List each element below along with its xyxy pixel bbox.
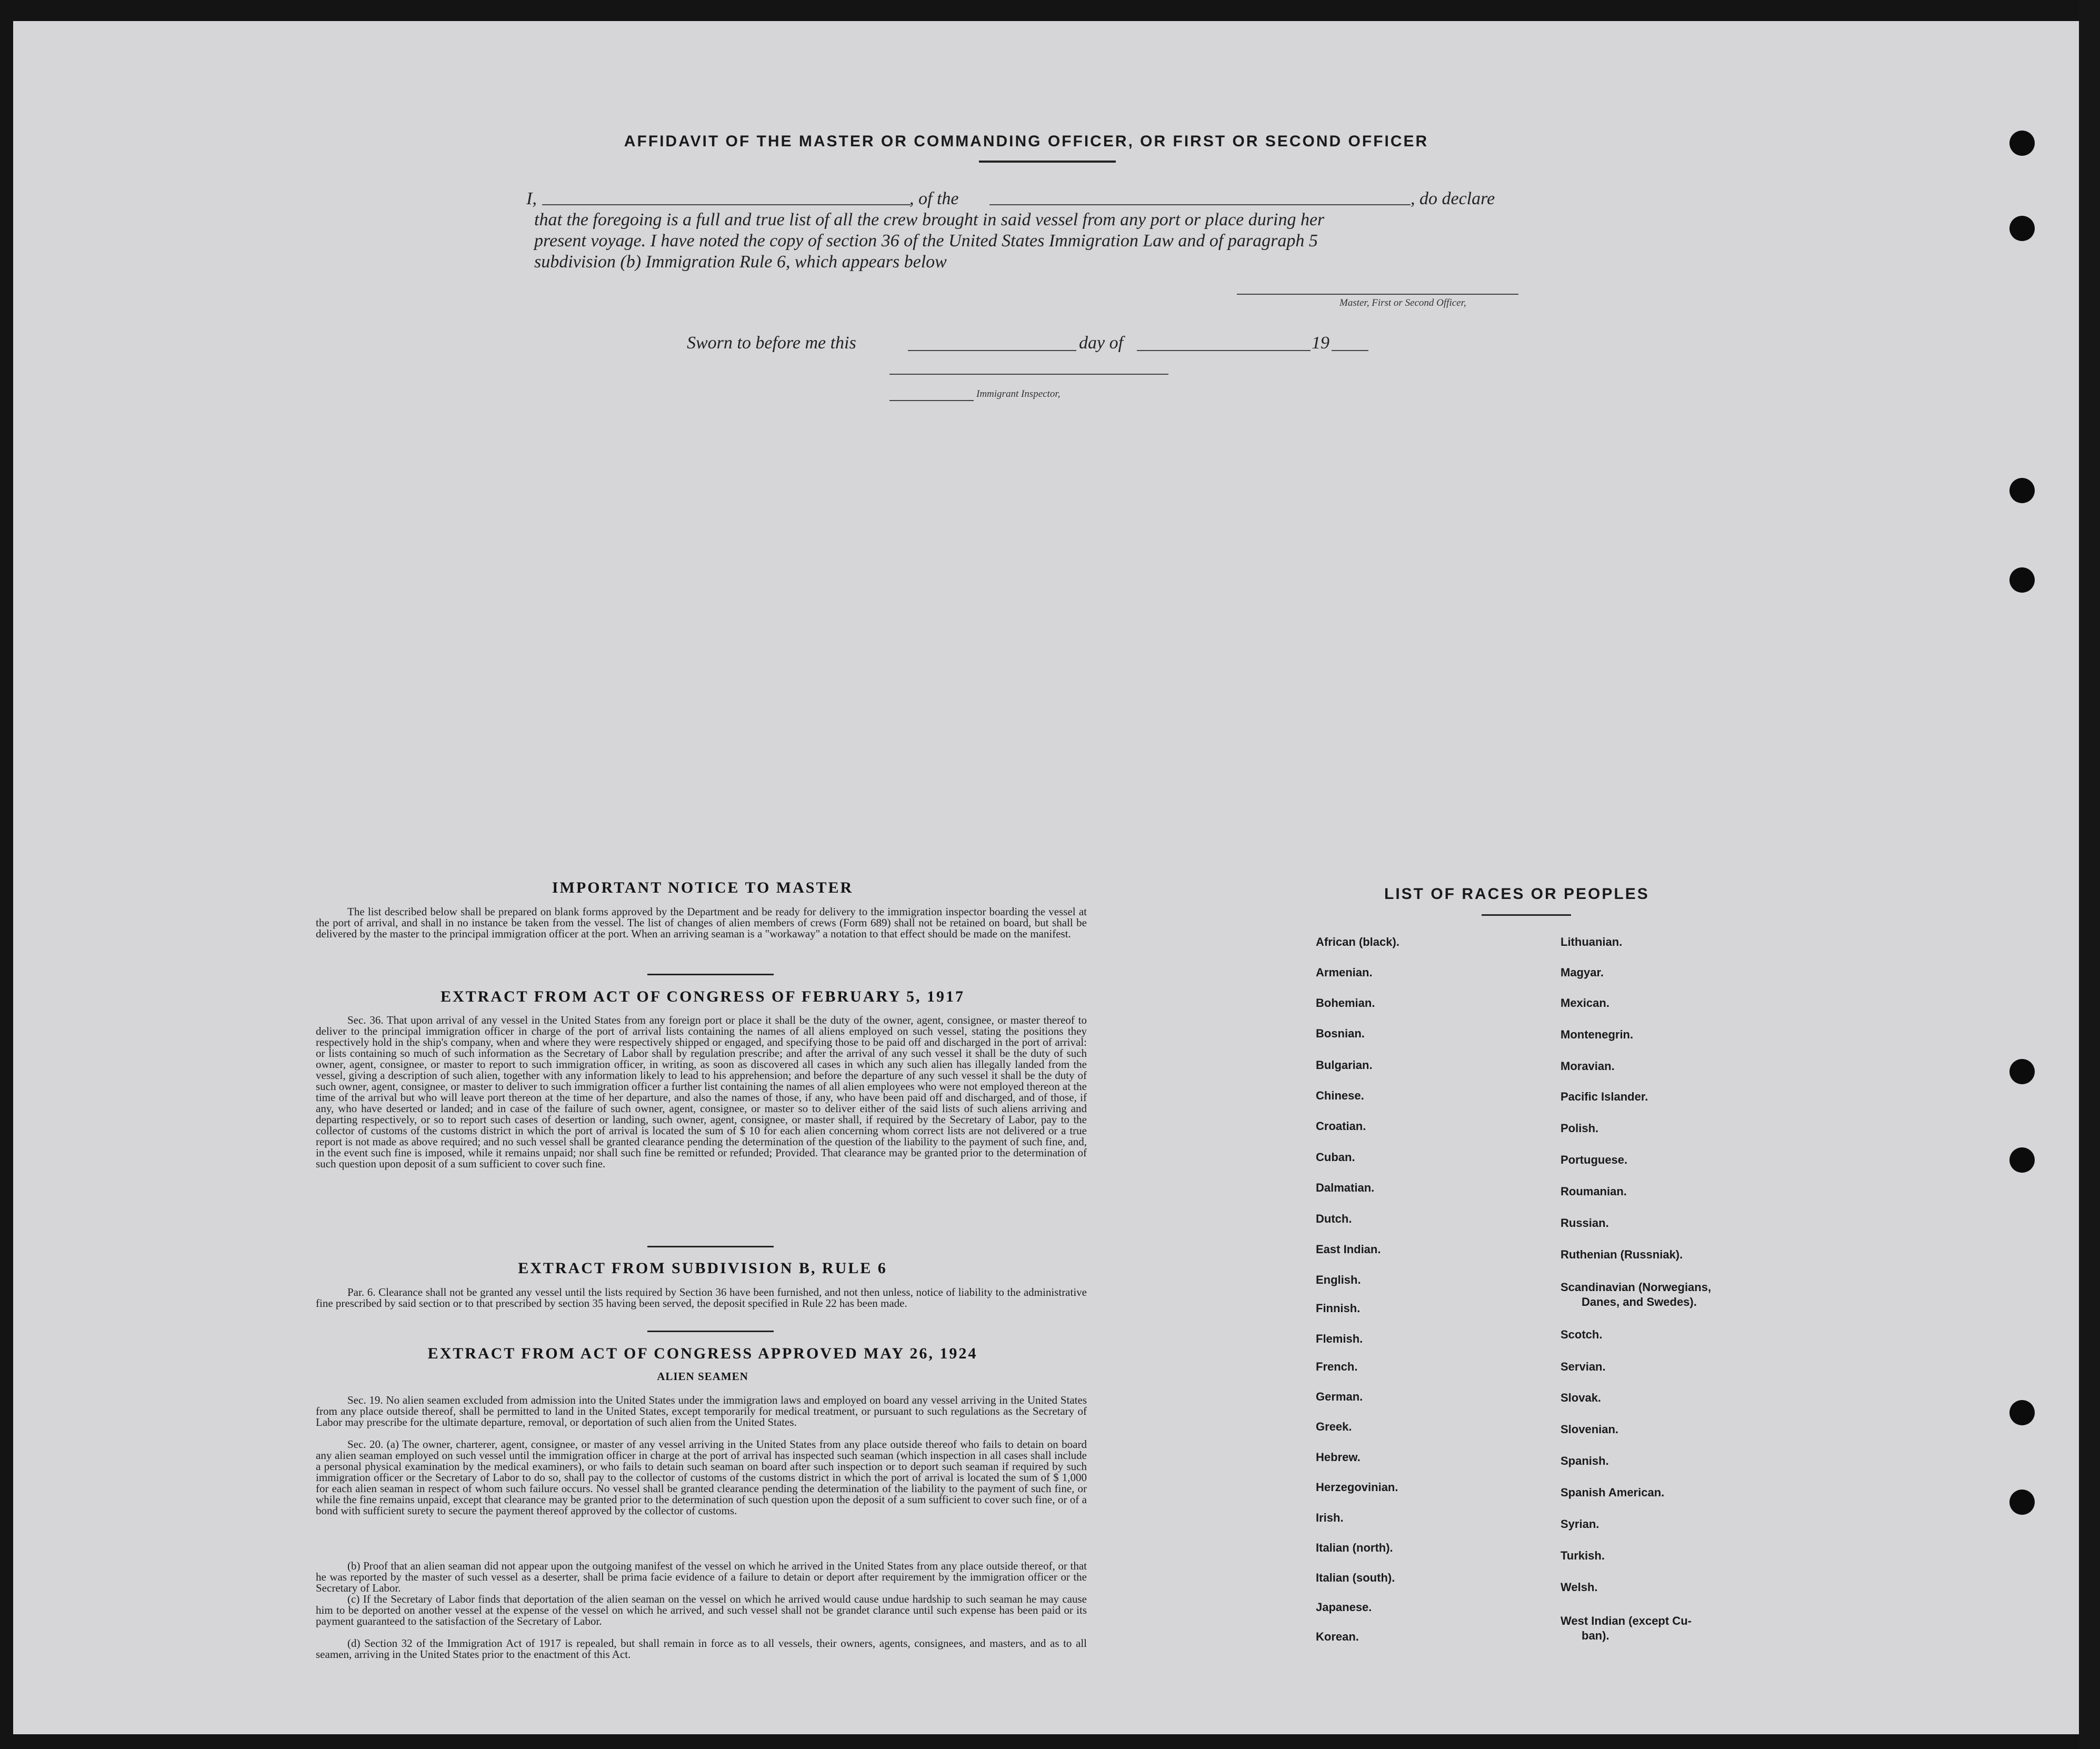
race-item: Irish. [1316, 1511, 1344, 1524]
extract-1924-sec20b: (b) Proof that an alien seaman did not appear upon the outgoing manifest of the vessel on which he arrived in the United States from any place outside thereof, or that he was reported by the master of such vessel as a deserter, shall be prima facie evidence of a failure to detain or deport after requirement by the immigration officer or the Secretary of Labor. [316, 1560, 1087, 1594]
race-item: Korean. [1316, 1630, 1359, 1643]
affidavit-title: AFFIDAVIT OF THE MASTER OR COMMANDING OFFICER, OR FIRST OR SECOND OFFICER [624, 133, 1429, 150]
race-item: East Indian. [1316, 1243, 1381, 1256]
binder-hole [2009, 131, 2035, 156]
race-item: African (black). [1316, 935, 1399, 948]
race-item: Portuguese. [1561, 1153, 1628, 1166]
year-blank [1332, 350, 1368, 351]
race-item: French. [1316, 1360, 1358, 1373]
race-item: Scandinavian (Norwegians, [1561, 1281, 1712, 1294]
affidavit-line4: subdivision (b) Immigration Rule 6, which appears below [534, 252, 947, 272]
inspector-signature-line [889, 374, 1168, 375]
race-item: German. [1316, 1390, 1363, 1403]
scan-edge-right [2079, 0, 2100, 1749]
title-underline [979, 161, 1116, 163]
name-blank [542, 204, 911, 205]
race-item: Magyar. [1561, 966, 1604, 979]
race-item: Roumanian. [1561, 1185, 1627, 1198]
binder-hole [2009, 216, 2035, 241]
affidavit-line1-of-the: , of the [909, 189, 959, 208]
race-item: Japanese. [1316, 1601, 1372, 1614]
races-title: LIST OF RACES OR PEOPLES [1384, 885, 1649, 903]
race-item: Flemish. [1316, 1332, 1363, 1345]
race-item: Pacific Islander. [1561, 1090, 1648, 1103]
sworn-text: Sworn to before me this [687, 333, 856, 353]
race-item: Syrian. [1561, 1517, 1599, 1531]
race-item: Dalmatian. [1316, 1181, 1375, 1194]
extract-1924-subtitle: ALIEN SEAMEN [657, 1370, 748, 1383]
notice-text: The list described below shall be prepared on blank forms approved by the Department and be ready for delivery to the immigration inspector boarding the vessel at the port of arrival, and shall in no instance be taken from the vessel. The list of changes of alien members of crews (Form 689) shall not be retained on board, but shall be delivered by the master to the principal immigration officer at the port. When an arriving seaman is a "workaway" a notation to that effect should be made on the manifest. [316, 905, 1087, 940]
race-item: Bohemian. [1316, 996, 1375, 1010]
affidavit-line1-declare: , do declare [1411, 189, 1495, 208]
extract-1924-title: EXTRACT FROM ACT OF CONGRESS APPROVED MAY 26, 1924 [427, 1345, 978, 1362]
extract-1917-title: EXTRACT FROM ACT OF CONGRESS OF FEBRUARY 5, 1917 [440, 988, 965, 1005]
race-item: Italian (north). [1316, 1541, 1393, 1554]
year-prefix: 19 [1312, 333, 1329, 353]
binder-hole [2009, 1490, 2035, 1515]
divider [647, 1331, 774, 1332]
race-item: Moravian. [1561, 1060, 1615, 1073]
race-item: Slovenian. [1561, 1423, 1619, 1436]
race-item: Welsh. [1561, 1581, 1598, 1594]
race-item: Finnish. [1316, 1302, 1361, 1315]
race-item: Greek. [1316, 1420, 1352, 1433]
master-caption: Master, First or Second Officer, [1339, 297, 1466, 308]
extract-1924-sec20a: Sec. 20. (a) The owner, charterer, agent, consignee, or master of any vessel arriving in the United States from any place outside thereof who fails to detain on board any alien seaman employed on such vessel until the immigration officer in charge at the port of arrival has inspected such seaman (which inspection in all cases shall include a personal physical examination by the medical examiners), or who fails to detain such seaman on board after such inspection or to deport such seaman if required by such immigration officer or the Secretary of Labor to do so, shall pay to the collector of customs of the customs district in which the port of arrival is located the sum of $ 1,000 for each alien seaman in respect of whom such failure occurs. No vessel shall be granted clearance pending the determination of the liability to the payment of such fine, or while the fine remains unpaid, except that clearance may be granted prior to the determination of such question upon the deposit of a sum sufficient to cover such fine, or of a bond with sufficient surety to secure the payment thereof approved by the collector of customs. [316, 1438, 1087, 1517]
race-item: Slovak. [1561, 1391, 1602, 1404]
binder-hole [2009, 1059, 2035, 1084]
race-item: West Indian (except Cu- [1561, 1614, 1692, 1627]
extract-1917-text: Sec. 36. That upon arrival of any vessel in the United States from any foreign port or place it shall be the duty of the owner, agent, consignee, or master thereof to deliver to the principal immigration officer in charge of the port of arrival lists containing the names of all aliens employed on such vessel, stating the positions they respectively hold in the ship's company, when and where they were respectively shipped or engaged, and specifying those to be paid off and discharged in the port of arrival: or lists containing so much of such information as the Secretary of Labor shall by regulation prescribe; and after the arrival of any such vessel it shall be the duty of such owner, agent, consignee, or master to report to such immigration officer, in writing, as soon as discovered all cases in which any such alien has illegally landed from the vessel, giving a description of such alien, together with any information likely to lead to his apprehension; and before the departure of any such vessel it shall be the duty of such owner, agent, consignee, or master to deliver to such immigration officer a further list containing the names of all alien employees who were not employed thereon at the time of the arrival but who will leave port thereon at the time of her departure, and also the names of those, if any, who have been paid off and discharged, and of those, if any, who have deserted or landed; and in case of the failure of such owner, agent, consignee, or master so to deliver either of the said lists of such aliens arriving and departing respectively, or so to report such cases of desertion or landing, such owner, agent, consignee, or master shall, if required by the Secretary of Labor, pay to the collector of customs of the customs district in which the port of arrival is located the sum of $ 10 for each alien concerning whom correct lists are not delivered or a true report is not made as above required; and no such vessel shall be granted clearance pending the determination of the question of the liability to the payment of such fine, and, in the event such fine is imposed, while it remains unpaid; nor shall such fine be remitted or refunded; Provided. That clearance may be granted prior to the determination of such question upon deposit of a sum sufficient to cover such fine. [316, 1014, 1087, 1170]
race-item: Hebrew. [1316, 1451, 1361, 1464]
race-item: Chinese. [1316, 1089, 1364, 1102]
binder-hole [2009, 1400, 2035, 1425]
race-item: Lithuanian. [1561, 935, 1623, 948]
race-item: Russian. [1561, 1216, 1609, 1230]
rule6-title: EXTRACT FROM SUBDIVISION B, RULE 6 [518, 1260, 887, 1277]
races-underline [1482, 914, 1571, 916]
race-item: English. [1316, 1273, 1361, 1286]
inspector-caption: Immigrant Inspector, [976, 388, 1061, 399]
race-item: Servian. [1561, 1360, 1606, 1373]
race-item: Cuban. [1316, 1151, 1355, 1164]
race-item: Dutch. [1316, 1212, 1352, 1225]
race-item: Italian (south). [1316, 1571, 1395, 1584]
race-item: Spanish American. [1561, 1486, 1665, 1499]
rule6-text: Par. 6. Clearance shall not be granted any vessel until the lists required by Section 36 have been furnished, and not then unless, notice of liability to the administrative fine prescribed by said section or to that prescribed by section 35 having been served, the deposit specified in Rule 22 has been made. [316, 1286, 1087, 1310]
race-item: Herzegovinian. [1316, 1481, 1398, 1494]
master-signature-line [1237, 294, 1518, 295]
race-item: Armenian. [1316, 966, 1373, 979]
race-item: Scotch. [1561, 1328, 1603, 1341]
extract-1924-sec19: Sec. 19. No alien seamen excluded from admission into the United States under the immigration laws and employed on board any vessel arriving in the United States from any place outside thereof, shall be permitted to land in the United States, except temporarily for medical treatment, or pursuant to such regulations as the Secretary of Labor may prescribe for the ultimate departure, removal, or deportation of such alien from the United States. [316, 1394, 1087, 1428]
race-item: Turkish. [1561, 1549, 1605, 1562]
inspector-caption-line [889, 400, 974, 401]
race-item: Mexican. [1561, 996, 1609, 1010]
binder-hole [2009, 1147, 2035, 1173]
affidavit-line3: present voyage. I have noted the copy of section 36 of the United States Immigration Law and of paragraph 5 [534, 231, 1318, 251]
extract-1924-sec20c: (c) If the Secretary of Labor finds that deportation of the alien seaman on the vessel on which he arrived would cause undue hardship to such seaman he may cause him to be deported on another vessel at the expense of the vessel on which he arrived, and such vessel shall not be grandet clarance until such expense has been paid or its payment guaranteed to the satisfaction of the Secretary of Labor. [316, 1593, 1087, 1627]
race-item: ban). [1582, 1629, 1609, 1642]
race-item: Spanish. [1561, 1454, 1609, 1467]
race-item: Ruthenian (Russniak). [1561, 1248, 1683, 1261]
extract-1924-sec20d: (d) Section 32 of the Immigration Act of 1917 is repealed, but shall remain in force as to all vessels, their owners, agents, consignees, and masters, and as to all seamen, arriving in the United States prior to the enactment of this Act. [316, 1637, 1087, 1661]
affidavit-line2: that the foregoing is a full and true list of all the crew brought in said vessel from any port or place during her [534, 210, 1325, 229]
day-blank [908, 350, 1076, 351]
race-item: Croatian. [1316, 1120, 1366, 1133]
divider [647, 974, 774, 975]
day-of-text: day of [1079, 333, 1124, 353]
notice-title: IMPORTANT NOTICE TO MASTER [552, 879, 854, 896]
binder-hole [2009, 567, 2035, 593]
race-item: Polish. [1561, 1122, 1599, 1135]
affidavit-line1-i: I, [526, 189, 537, 208]
binder-hole [2009, 478, 2035, 503]
race-item: Bulgarian. [1316, 1058, 1373, 1072]
race-item: Danes, and Swedes). [1582, 1295, 1697, 1308]
month-blank [1137, 350, 1311, 351]
race-item: Bosnian. [1316, 1027, 1365, 1040]
race-item: Montenegrin. [1561, 1028, 1634, 1041]
divider [647, 1246, 774, 1247]
vessel-blank [989, 204, 1411, 205]
